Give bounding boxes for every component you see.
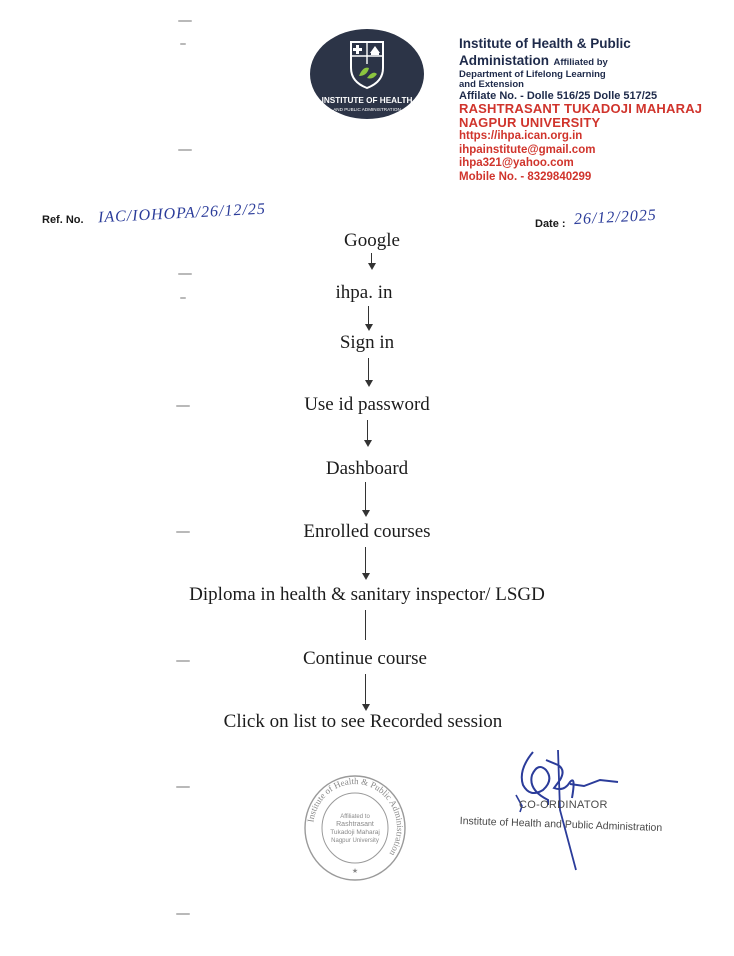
flow-step-recorded-session: Click on list to see Recorded session [223,711,503,732]
flow-step-google: Google [344,230,400,251]
flow-step-diploma: Diploma in health & sanitary inspector/ LSGD [189,584,545,605]
flow-step-enrolled-courses: Enrolled courses [303,521,431,542]
affiliated-by: Affiliated by [553,56,608,68]
email-link-1[interactable]: ihpainstitute@gmail.com [459,143,596,156]
seal-ring-text: Institute of Health & Public Administration [305,775,406,858]
svg-text:★: ★ [351,868,359,875]
scan-speck [176,913,190,915]
seal-inner-4: Nagpur University [331,838,379,844]
seal-inner-3: Tukadoji Maharaj [330,829,380,836]
institute-logo [309,28,425,120]
department-line2: and Extension [459,78,524,90]
letterhead-info [459,36,729,185]
seal-inner-1: Affiliated to [340,814,370,820]
scan-speck [178,149,192,151]
flow-step-sign-in: Sign in [339,332,395,353]
scan-speck [178,273,192,275]
scan-speck [180,43,186,45]
institute-seal [303,774,407,882]
department-line1: Department of Lifelong Learning [459,68,606,80]
scan-speck [178,20,192,22]
university-line2: NAGPUR UNIVERSITY [459,115,601,131]
ref-label: Ref. No. [42,214,84,226]
logo-text-line1: INSTITUTE OF HEALTH [321,96,413,105]
flow-step-dashboard: Dashboard [325,458,409,479]
coordinator-institute: Institute of Health and Public Administration [459,815,663,835]
ref-number: IAC/IOHOPA/26/12/25 [97,200,267,227]
mobile-number: Mobile No. - 8329840299 [459,171,592,184]
date-label: Date : [535,218,566,230]
affiliate-number: Affilate No. - Dolle 516/25 Dolle 517/25 [459,89,658,102]
coordinator-title: CO-ORDINATOR [519,799,608,811]
logo-text-line2: AND PUBLIC ADMINISTRATION [333,107,401,112]
university-line1: RASHTRASANT TUKADOJI MAHARAJ [459,101,703,117]
flow-step-ihpa: ihpa. in [335,282,393,303]
website-link[interactable]: https://ihpa.ican.org.in [459,129,583,142]
email-link-2[interactable]: ihpa321@yahoo.com [459,157,574,170]
institute-name-line1: Institute of Health & Public [459,36,631,51]
seal-inner-2: Rashtrasant [336,821,374,828]
institute-name-line2: Administation [459,52,549,68]
flow-step-continue-course: Continue course [302,648,427,669]
date-value: 26/12/2025 [573,206,658,229]
flow-step-id-password: Use id password [304,394,430,415]
scan-speck [176,786,190,788]
